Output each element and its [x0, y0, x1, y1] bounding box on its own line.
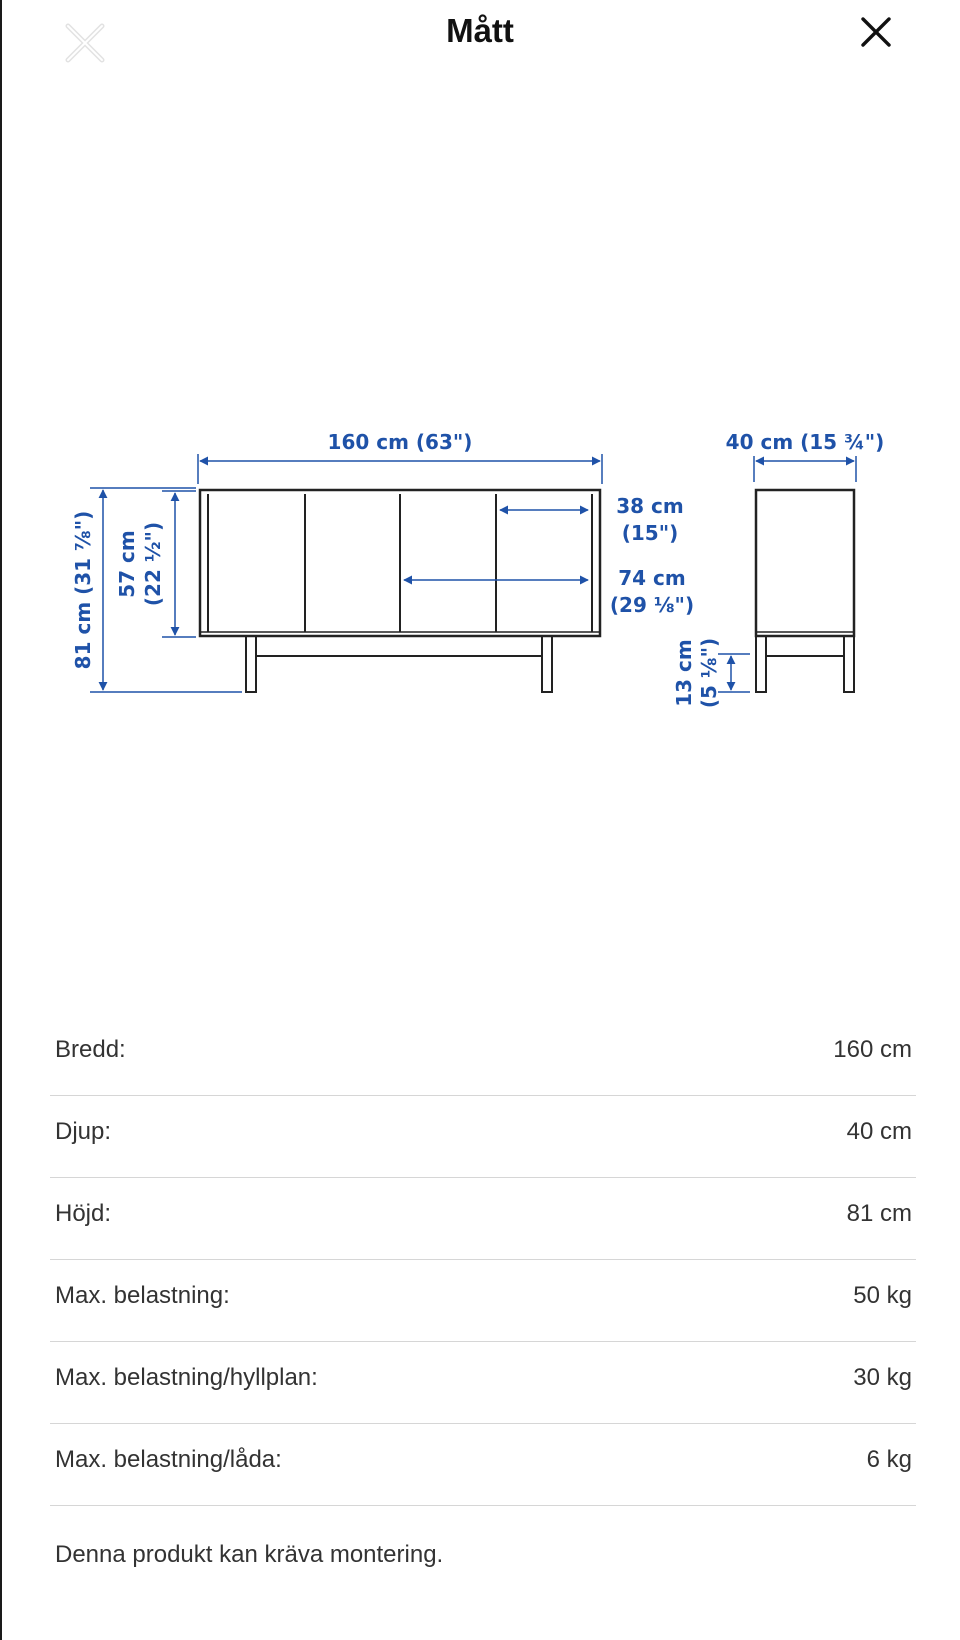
list-item [50, 1342, 916, 1424]
inner-depth-cm-label: 38 cm [616, 494, 684, 518]
specs-list [50, 1014, 916, 1506]
inner-depth-in-label: (15") [621, 521, 679, 545]
list-item [50, 1424, 916, 1506]
close-button[interactable] [856, 12, 896, 52]
close-icon [860, 16, 892, 48]
inner-width-cm-label: 74 cm [618, 566, 686, 590]
assembly-note: Denna produkt kan kräva montering. [55, 1541, 444, 1568]
spec-label: Max. belastning: [55, 1282, 230, 1309]
header [0, 0, 960, 70]
spec-value: 6 kg [866, 1446, 912, 1473]
body-height-in-label: (22 ½") [141, 521, 165, 607]
spec-value: 81 cm [846, 1200, 912, 1227]
list-item [50, 1014, 916, 1096]
spec-label: Bredd: [55, 1036, 126, 1063]
spec-label: Djup: [55, 1118, 112, 1145]
page-title: Mått [446, 12, 514, 49]
spec-value: 30 kg [853, 1364, 912, 1391]
width-label: 160 cm (63") [327, 430, 473, 454]
sideboard-front-view [200, 490, 600, 692]
total-height-label: 81 cm (31 ⅞") [71, 510, 95, 670]
spec-value: 50 kg [853, 1282, 912, 1309]
window-edge [0, 0, 2, 1640]
list-item [50, 1096, 916, 1178]
spec-label: Max. belastning/hyllplan: [55, 1364, 318, 1391]
spec-label: Höjd: [55, 1200, 112, 1227]
depth-label: 40 cm (15 ¾") [725, 430, 885, 454]
inner-width-in-label: (29 ⅛") [609, 593, 695, 617]
spec-value: 160 cm [833, 1036, 912, 1063]
sideboard-side-view [756, 490, 854, 692]
list-item [50, 1178, 916, 1260]
dimension-diagram [0, 400, 960, 730]
spec-value: 40 cm [846, 1118, 912, 1145]
list-item [50, 1260, 916, 1342]
body-height-cm-label: 57 cm [115, 530, 139, 598]
spec-label: Max. belastning/låda: [55, 1446, 282, 1473]
leg-height-cm-label: 13 cm [672, 639, 696, 707]
leg-height-in-label: (5 ⅛") [697, 637, 721, 709]
